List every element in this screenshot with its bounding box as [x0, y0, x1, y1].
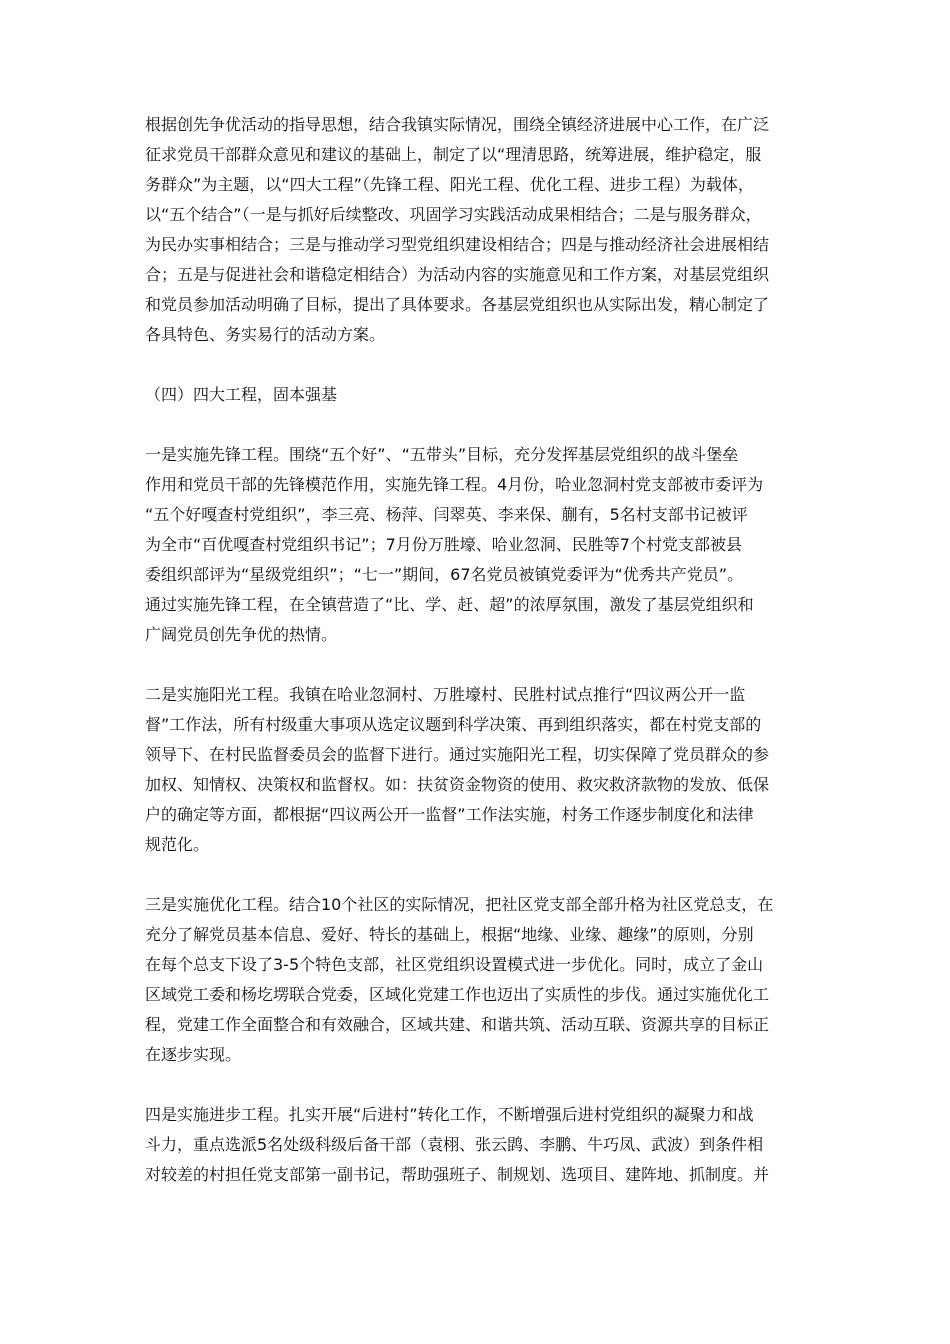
text-line: 为全市“百优嘎查村党组织书记”；7月份万胜壕、哈业忽洞、民胜等7个村党支部被县 [145, 535, 742, 554]
section-heading-text: （四）四大工程，固本强基 [145, 385, 338, 404]
text-line: 征求党员干部群众意见和建议的基础上，制定了以“理清思路，统筹进展，维护稳定，服 [145, 145, 762, 164]
text-line: 二是实施阳光工程。我镇在哈业忽洞村、万胜壕村、民胜村试点推行“四议两公开一监 [145, 685, 746, 704]
text-line: 三是实施优化工程。结合10个社区的实际情况，把社区党支部全部升格为社区党总支，在 [145, 895, 774, 914]
section-heading [145, 380, 815, 410]
text-line: 在逐步实现。 [145, 1045, 242, 1064]
text-line: 加权、知情权、决策权和监督权。如：扶贫资金物资的使用、救灾救济款物的发放、低保 [145, 775, 770, 794]
text-line: 根据创先争优活动的指导思想，结合我镇实际情况，围绕全镇经济进展中心工作，在广泛 [145, 115, 770, 134]
text-line: “五个好嘎查村党组织”，李三亮、杨萍、闫翠英、李来保、蒯有，5名村支部书记被评 [145, 505, 748, 524]
text-line: 委组织部评为“星级党组织”；“七一”期间，67名党员被镇党委评为“优秀共产党员”。 [145, 565, 744, 584]
paragraph-optimization-project [145, 890, 815, 1070]
text-line: 各具特色、务实易行的活动方案。 [145, 325, 386, 344]
text-line: 务群众”为主题，以“四大工程”（先锋工程、阳光工程、优化工程、进步工程）为载体， [145, 175, 754, 194]
text-line: 作用和党员干部的先锋模范作用，实施先锋工程。4月份，哈业忽洞村党支部被市委评为 [145, 475, 764, 494]
text-line: 为民办实事相结合；三是与推动学习型党组织建设相结合；四是与推动经济社会进展相结 [145, 235, 770, 254]
text-line: 在每个总支下设了3-5个特色支部，社区党组织设置模式进一步优化。同时，成立了金山 [145, 955, 764, 974]
text-line: 对较差的村担任党支部第一副书记，帮助强班子、制规划、选项目、建阵地、抓制度。并 [145, 1165, 770, 1184]
text-line: 区域党工委和杨圪塄联合党委，区域化党建工作也迈出了实质性的步伐。通过实施优化工 [145, 985, 770, 1004]
text-line: 通过实施先锋工程，在全镇营造了“比、学、赶、超”的浓厚氛围，激发了基层党组织和 [145, 595, 754, 614]
text-line: 程，党建工作全面整合和有效融合，区域共建、和谐共筑、活动互联、资源共享的目标正 [145, 1015, 770, 1034]
text-line: 充分了解党员基本信息、爱好、特长的基础上，根据“地缘、业缘、趣缘”的原则，分别 [145, 925, 754, 944]
text-line: 四是实施进步工程。扎实开展“后进村”转化工作，不断增强后进村党组织的凝聚力和战 [145, 1105, 754, 1124]
paragraph-sunshine-project [145, 680, 815, 860]
text-line: 户的确定等方面，都根据“四议两公开一监督”工作法实施，村务工作逐步制度化和法律 [145, 805, 754, 824]
text-line: 和党员参加活动明确了目标，提出了具体要求。各基层党组织也从实际出发，精心制定了 [145, 295, 770, 314]
text-line: 以“五个结合”（一是与抓好后续整改、巩固学习实践活动成果相结合；二是与服务群众， [145, 205, 762, 224]
paragraph-progress-project [145, 1100, 815, 1190]
paragraph-intro [145, 110, 815, 350]
text-line: 广阔党员创先争优的热情。 [145, 625, 338, 644]
text-line: 规范化。 [145, 835, 210, 854]
document-body [145, 110, 815, 1220]
text-line: 斗力，重点选派5名处级科级后备干部（袁栩、张云鹍、李鹏、牛巧凤、武波）到条件相 [145, 1135, 764, 1154]
text-line: 督”工作法，所有村级重大事项从选定议题到科学决策、再到组织落实，都在村党支部的 [145, 715, 762, 734]
text-line: 合；五是与促进社会和谐稳定相结合）为活动内容的实施意见和工作方案，对基层党组织 [145, 265, 770, 284]
text-line: 领导下、在村民监督委员会的监督下进行。通过实施阳光工程，切实保障了党员群众的参 [145, 745, 770, 764]
text-line: 一是实施先锋工程。围绕“五个好”、“五带头”目标，充分发挥基层党组织的战斗堡垒 [145, 445, 739, 464]
paragraph-vanguard-project [145, 440, 815, 650]
